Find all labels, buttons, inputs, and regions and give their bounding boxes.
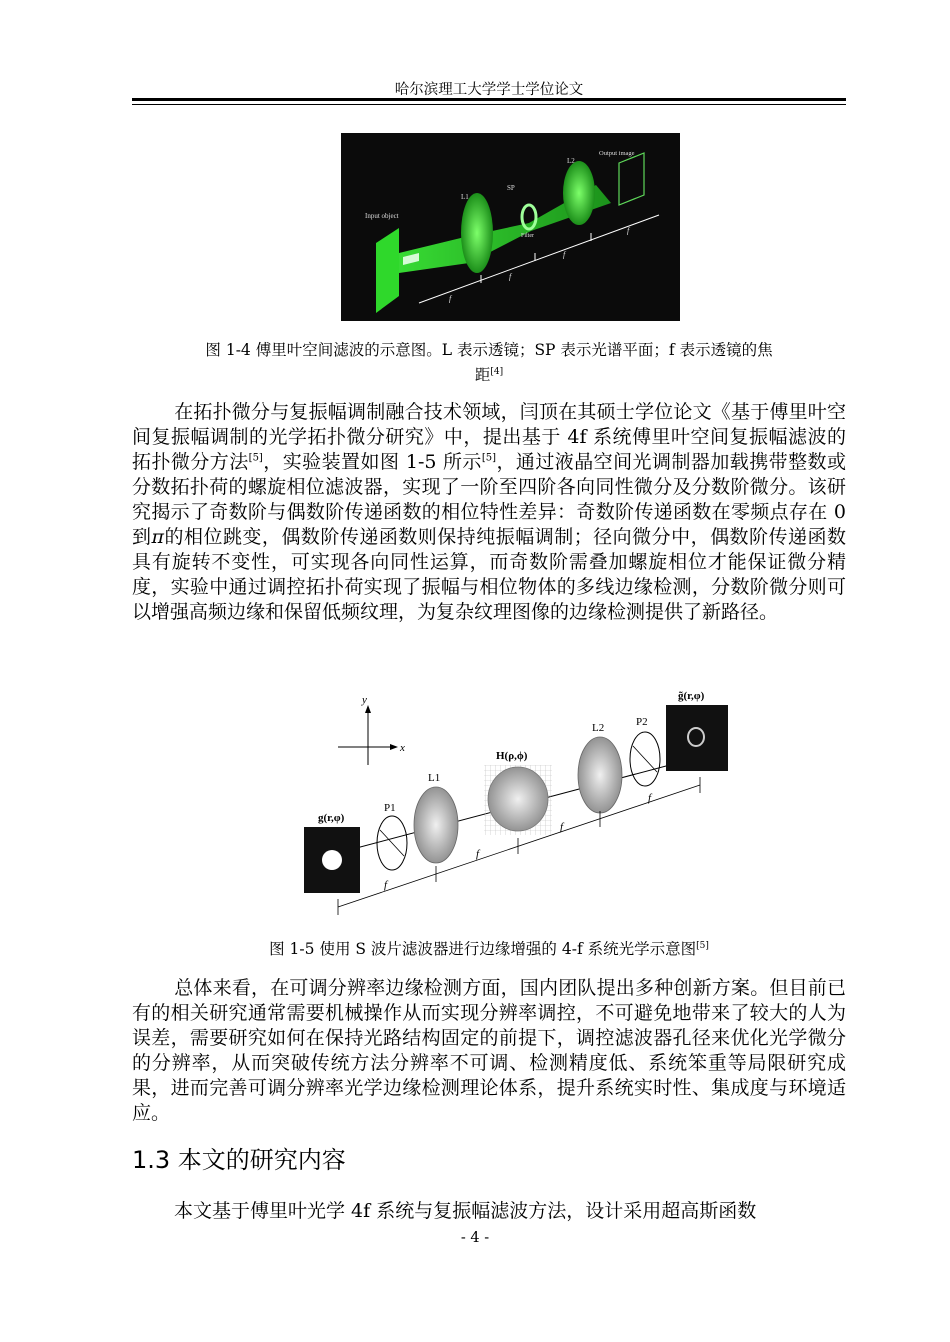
label-h: H(ρ,ϕ) xyxy=(496,750,528,762)
paragraph-topological-differentiation xyxy=(132,400,846,625)
figure-4f-system-diagram xyxy=(300,685,740,917)
label-l1: L1 xyxy=(428,772,441,784)
label-f-2: f xyxy=(476,848,480,860)
figure-1-4-caption-main: 图 1-4 傅里叶空间滤波的示意图。L 表示透镜；SP 表示光谱平面；f 表示透镜的焦 xyxy=(205,341,773,359)
paragraph1-text-3: ，通过液晶空间光调制器加载携带整数或分数拓扑荷的螺旋相位滤波器，实现了一阶至四阶各向同性微分及分数阶微分。该研究揭示了奇数阶与偶数阶传递函数的相位特性差异：奇数阶传递函数在零频点存在 0 到 xyxy=(132,451,846,548)
citation-5-a: [5] xyxy=(248,452,263,464)
paragraph1-text-1: 在拓扑微分与复振幅调制融合技术领域，闫顶在其硕士学位论文《基于傅里叶空间复振幅调制的光学拓扑微分研究》中，提出基于 4f 系统傅里叶空间复振幅滤波的拓扑微分方法 xyxy=(132,401,846,473)
figure-1-4-citation: [4] xyxy=(490,367,504,377)
label-f-1: f xyxy=(384,879,388,891)
label-l2: L2 xyxy=(567,157,575,165)
label-g-input: g(r,φ) xyxy=(318,812,345,824)
label-f-2: f xyxy=(509,272,512,281)
figure-fourier-filtering xyxy=(341,133,680,321)
header-rule-thick xyxy=(132,98,846,101)
filter-h xyxy=(488,767,548,831)
paragraph1-text-4: 的相位跳变，偶数阶传递函数则保持纯振幅调制；径向微分中，偶数阶传递函数具有旋转不变性，可实现各向同性运算，而奇数阶需叠加螺旋相位才能保证微分精度，实验中通过调控拓扑荷实现了振幅与相位物体的多线边缘检测，分数阶微分则可以增强高频边缘和保留低频纹理，为复杂纹理图像的边缘检测提供了新路径。 xyxy=(132,526,846,623)
label-l1: L1 xyxy=(461,193,469,201)
figure-1-5-citation: [5] xyxy=(696,941,709,951)
label-f-3: f xyxy=(560,821,564,833)
paragraph3-text: 本文基于傅里叶光学 4f 系统与复振幅滤波方法，设计采用超高斯函数 xyxy=(174,1200,757,1222)
output-image xyxy=(666,705,728,771)
header-rule-thin xyxy=(132,104,846,105)
label-f-1: f xyxy=(449,294,452,303)
label-y: y xyxy=(362,694,367,706)
page-number: - 4 - xyxy=(460,1230,490,1246)
label-g-output: g̃(r,φ) xyxy=(678,690,705,702)
label-p2: P2 xyxy=(636,716,648,728)
label-output-image: Output image xyxy=(599,150,635,157)
label-p1: P1 xyxy=(384,802,396,814)
label-x: x xyxy=(400,742,405,754)
label-f-4: f xyxy=(627,226,630,235)
pi-symbol: π xyxy=(151,526,164,548)
figure-4f-system xyxy=(300,685,740,917)
paragraph-research-content xyxy=(132,1199,846,1224)
paragraph1-text-2: ，实验装置如图 1-5 所示 xyxy=(262,451,482,473)
figure-1-5-caption-text: 图 1-5 使用 S 波片滤波器进行边缘增强的 4-f 系统光学示意图 xyxy=(269,940,697,959)
lens-l1 xyxy=(414,787,458,863)
page-header: 哈尔滨理工大学学士学位论文 xyxy=(394,82,584,98)
lens-l2 xyxy=(563,161,595,225)
label-f-3: f xyxy=(563,250,566,259)
paragraph2-text: 总体来看，在可调分辨率边缘检测方面，国内团队提出多种创新方案。但目前已有的相关研究通常需要机械操作从而实现分辨率调控，不可避免地带来了较大的人为误差，需要研究如何在保持光路结构固定的前提下，调控滤波器孔径来优化光学微分的分辨率，从而突破传统方法分辨率不可调、检测精度低、系统笨重等局限研究成果，进而完善可调分辨率光学边缘检测理论体系，提升系统实时性、集成度与环境适应。 xyxy=(132,977,846,1124)
label-filter: Filter xyxy=(521,233,534,239)
label-l2: L2 xyxy=(592,722,605,734)
label-f-4: f xyxy=(648,792,652,804)
lens-l2 xyxy=(578,737,622,813)
figure-1-5-caption xyxy=(132,935,846,960)
lens-l1 xyxy=(461,193,493,273)
label-input-object: Input object xyxy=(365,212,399,220)
section-heading: 1.3 本文的研究内容 xyxy=(132,1146,346,1174)
paragraph-summary xyxy=(132,976,846,1126)
figure-1-4-caption-tail: 距 xyxy=(474,366,491,385)
figure-1-4-caption xyxy=(132,339,846,386)
label-sp: SP xyxy=(507,184,515,192)
figure-fourier-filtering-diagram xyxy=(341,133,680,321)
citation-5-b: [5] xyxy=(481,452,497,464)
